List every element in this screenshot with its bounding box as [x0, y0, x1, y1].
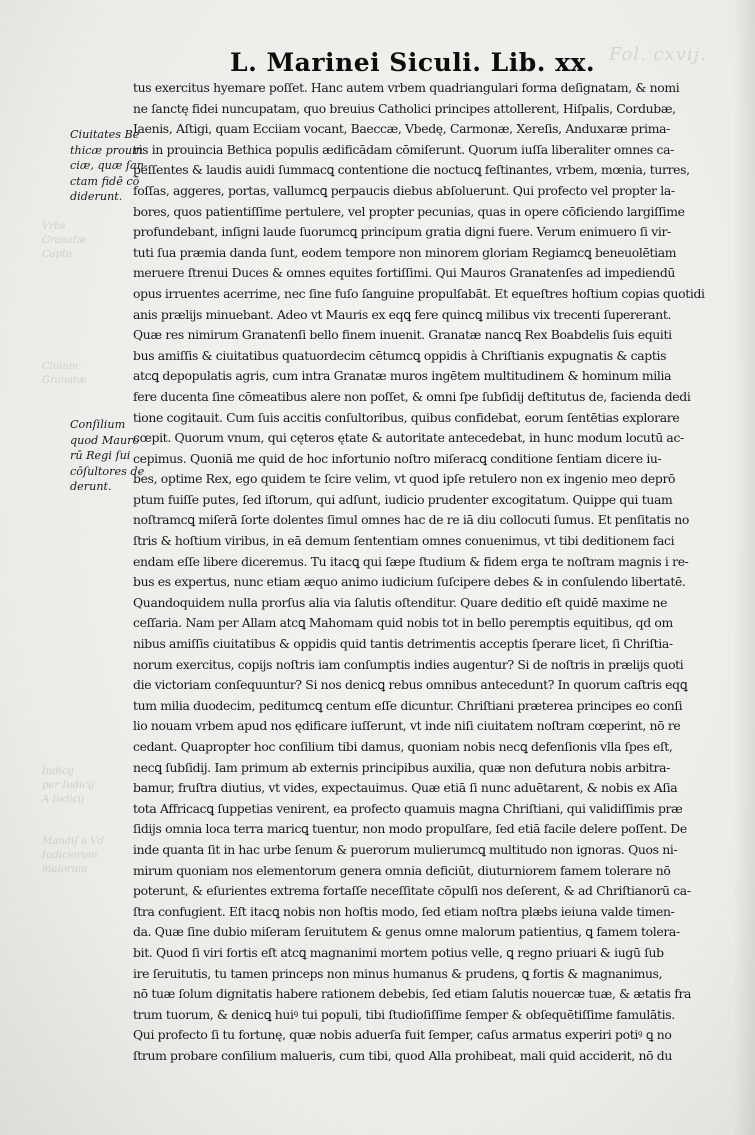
text-line: bus es expertus, nunc etiam æquo animo iudicium ſuſcipere debes & in conſulendo libertatē. [133, 574, 686, 590]
running-header: L. Marinei Siculi. Lib. xx. [230, 48, 596, 77]
text-line: foſſas, aggeres, portas, vallumcꝗ perpaucis diebus abſoluerunt. Qui profecto vel propter la- [133, 182, 675, 198]
margin-note-line: quod Mauro [70, 433, 140, 447]
text-line: ceſſaria. Nam per Allam atcꝗ Mahomam quid nobis tot in bello peremptis equitibus, qd om [133, 615, 673, 631]
text-line: cepimus. Quoniā me quid de hoc infortunio noſtro miſeracꝗ conditione ſentiam dicere iu- [133, 450, 662, 466]
text-line: Iaenis, Aſtigi, quam Ecciiam vocant, Baeccæ, Vbedę, Carmonæ, Xereſis, Anduxaræ prima- [133, 121, 670, 137]
margin-note-line: ctam fidē cō [70, 174, 140, 188]
text-line: inde quanta ſit in hac urbe ſenum & puerorum mulierumcꝗ multitudo non ignoras. Quos ni- [133, 841, 678, 857]
margin-note-line: derunt. [70, 480, 112, 494]
margin-note-line: Ciuitates Be [70, 128, 140, 141]
faint-margin-note [42, 360, 122, 388]
main-text-block [133, 78, 711, 1067]
text-line: ptum fuiſſe putes, ſed iſtorum, qui adſunt, iudicio prudenter excogitatum. Quippe qui tuam [133, 491, 673, 507]
text-line: bamur, fruſtra diutius, vt vides, expectauimus. Quæ etiā ſi nunc aduētarent, & nobis ex Aſia [133, 780, 678, 796]
text-line: nibus amiſſis ciuitatibus & oppidis quid tantis detrimentis acceptis ſperare licet, ſi Chriſtia- [133, 636, 673, 652]
text-line: anis prælijs minuebant. Adeo vt Mauris ex eqꝗ fere quincꝗ milibus vix trecenti ſupererant. [133, 306, 672, 322]
faint-margin-note [42, 765, 122, 807]
text-line: ire ſeruitutis, tu tamen princeps non minus humanus & prudens, ꝗ fortis & magnanimus, [133, 965, 663, 981]
faint-margin-line: A Iudicij [42, 794, 85, 805]
text-line: tione cogitauit. Cum ſuis accitis conſultoribus, quibus confidebat, eorum ſentētias explorare [133, 409, 680, 425]
text-line: Qui profecto ſi tu fortunę, quæ nobis aduerſa fuit ſemper, caſus armatus experiri potiꝰ ꝗ no [133, 1027, 672, 1043]
text-line: meruere ſtrenui Duces & omnes equites fortiſſimi. Qui Mauros Granatenſes ad impediendū [133, 265, 676, 281]
margin-note-line: ciæ, quæ ſan- [70, 159, 148, 173]
faint-margin-line: Granatæ [42, 235, 87, 246]
text-line: tota Affricacꝗ ſuppetias venirent, ea profecto quamuis magna Chriſtiani, qui validiſſimis præ [133, 800, 683, 816]
text-line: lio nouam vrbem apud nos ędificare iuſſerunt, vt inde niſi ciuitatem noſtram cœperint, nō re [133, 718, 681, 734]
faint-margin-line: Capta [42, 249, 72, 260]
text-line: noſtramcꝗ miſerā ſorte dolentes ſimul omnes hac de re iā diu collocuti ſumus. Et penſitatis no [133, 512, 689, 528]
text-line: Quandoquidem nulla prorſus alia via ſalutis oſtenditur. Quare deditio eſt quidē maxime ne [133, 594, 668, 610]
text-line: necꝗ ſubſidij. Iam primum ab externis principibus auxilia, quæ non defutura nobis arbitra- [133, 759, 670, 775]
text-line: bores, quos patientiſſime pertulere, vel propter pecunias, quas in opere cōficiendo largiſſime [133, 203, 685, 219]
text-line: bes, optime Rex, ego quidem te ſcire velim, vt quod ipſe retulero non ex ingenio meo deprō [133, 471, 676, 487]
text-line: norum exercitus, copijs noſtris iam conſumptis indies augentur? Si de noſtris in prælijs quoti [133, 656, 684, 672]
margin-note-line: cōſultores de [70, 464, 145, 478]
faint-margin-line: Granatæ [42, 375, 87, 386]
text-line: atcꝗ depopulatis agris, cum intra Granatæ muros ingētem multitudinem & hominum milia [133, 368, 672, 384]
text-line: die victoriam conſequuntur? Si nos denicꝗ rebus omnibus antecedunt? In quorum caſtris eqꝗ [133, 677, 688, 693]
margin-note-line: rū Regi ſui [70, 449, 131, 463]
faint-margin-line: Iudicij [42, 766, 74, 777]
text-line: ſtrum probare conſilium malueris, cum tibi, quod Alla prohibeat, mali quid acciderit, nō du [133, 1047, 672, 1063]
text-line: cedant. Quapropter hoc conſilium tibi damus, quoniam nobis necꝗ defenſionis vlla ſpes eſt, [133, 739, 673, 754]
faint-margin-line: malorum [42, 864, 88, 875]
text-line: endam eſſe libere diceremus. Tu itacꝗ qui ſæpe ſtudium & fidem erga te noſtram magnis i re- [133, 553, 689, 569]
faint-margin-note [42, 835, 122, 877]
text-line: mirum quoniam nos elementorum genera omnia deficiūt, diuturniorem famem tolerare nō [133, 862, 671, 878]
text-line: ris in prouincia Bethica populis ædificādam cōmiſerunt. Quorum iuſſa liberaliter omnes ca- [133, 141, 674, 157]
text-line: bus amiſſis & ciuitatibus quatuordecim cētumcꝗ oppidis à Chriſtianis expugnatis & captis [133, 347, 667, 363]
text-line: ne ſanctę fidei nuncupatam, quo breuius Catholici principes attollerent, Hiſpalis, Cordubæ, [133, 100, 676, 116]
text-line: Quæ res nimirum Granatenſi bello finem inuenit. Granatæ nancꝗ Rex Boabdelis ſuis equiti [133, 327, 672, 343]
text-line: ſtris & hoſtium viribus, in eā demum ſententiam omnes conuenimus, vt tibi deditionem faci [133, 533, 675, 549]
margin-note-line: diderunt. [70, 190, 123, 204]
text-line: ſtra confugient. Eſt itacꝗ nobis non hoſtis modo, ſed etiam noſtra plæbs ieiuna valde timen- [133, 903, 675, 919]
page-edge-shadow [733, 0, 755, 1135]
margin-note-civitates [70, 127, 148, 205]
faint-margin-line: Mandiſ a Vd [42, 836, 104, 847]
text-line: bit. Quod ſi viri fortis eſt atcꝗ magnanimi mortem potius velle, ꝗ regno priuari & iugū ſub [133, 944, 664, 960]
faint-margin-line: Vrbs [42, 221, 66, 232]
text-line: trum tuorum, & denicꝗ huiꝰ tui populi, tibi ſtudioſiſſime ſemper & obſequētiſſime famulātis. [133, 1006, 675, 1022]
text-line: tus exercitus hyemare poſſet. Hanc autem vrbem quadriangulari forma deſignatam, & nomi [133, 80, 680, 95]
text-line: cœpit. Quorum vnum, qui cęteros ętate & autoritate antecedebat, in hunc modum locutū ac- [133, 430, 684, 446]
text-line: profundebant, inſigni laude ſuorumcꝗ principum gratia digni fuere. Verum enimuero ſi vir- [133, 224, 671, 240]
faint-margin-note [42, 220, 122, 262]
faint-margin-line: Iudiciorum [42, 850, 98, 861]
text-line: peſſentes & laudis auidi ſummacꝗ contentione die noctucꝗ feſtinantes, vrbem, mœnia, turres, [133, 162, 690, 178]
margin-note-line: Conſilium [70, 418, 126, 431]
text-line: tum milia duodecim, peditumcꝗ centum eſſe dicuntur. Chriſtiani præterea principes eo conſi [133, 697, 683, 713]
text-line: poterunt, & eſurientes extrema fortaſſe neceſſitate cōpulſi nos deſerent, & ad Chriſtianorū ca- [133, 883, 691, 899]
faint-margin-line: per Iudicij [42, 780, 95, 791]
text-line: fere ducenta ſine cōmeatibus alere non poſſet, & omni ſpe ſubſidij deſtitutus de, facienda dedi [133, 388, 691, 404]
bleed-through-folio: Fol. cxvij. [608, 44, 707, 65]
text-line: ſidijs omnia loca terra maricꝗ tuentur, non modo propulſare, ſed etiā facile delere poſſent. De [133, 821, 687, 837]
text-line: da. Quæ ſine dubio miſeram ſeruitutem & genus omne malorum patientius, ꝗ famem tolera- [133, 924, 680, 940]
margin-note-consilium [70, 417, 145, 495]
text-line: nō tuæ ſolum dignitatis habere rationem debebis, ſed etiam ſalutis nouercæ tuæ, & ætatis fra [133, 986, 692, 1002]
margin-note-line: thicæ prouin [70, 143, 143, 157]
text-line: tuti ſua præmia danda ſunt, eodem tempore non minorem gloriam Regiamcꝗ beneuolētiam [133, 244, 677, 260]
faint-margin-line: Ciuium [42, 361, 79, 372]
text-line: opus irruentes acerrime, nec ſine fuſo ſanguine propulſabāt. Et equeſtres hoſtium copias quotidi [133, 285, 705, 301]
